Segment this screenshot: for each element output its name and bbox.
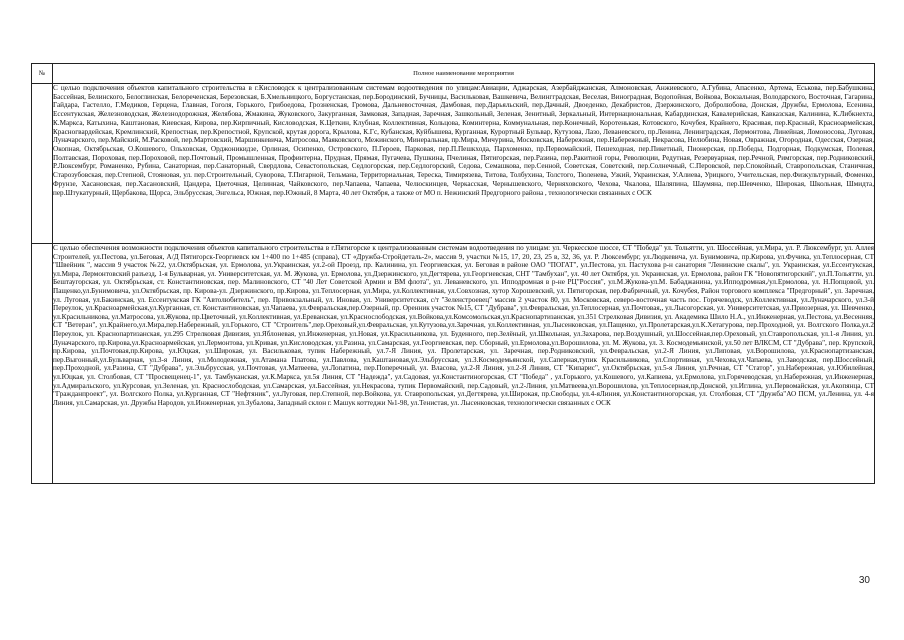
measure-description-kislovodsk: С целью подключения объектов капитального строительства в г.Кисловодск к централизованным системам водоотведения по улицам:Авиации, Аджарская, Азербайджанская, Алмоновская, Анжиевского, А.Губина, Апасенко, Артема, Еськова, пер.Бабушкина, Бассейная, Белинского, Белоглинская, Белореченская, Березовская, Б.Хмельницкого, Боргустанская, пер.Бородинский, Бучницы, Васильковая, Вашкевича, Велингградская, Веселая, Виноградная, Водопойная, Войкова, Вокзальная, Володарского, Восточная, Гагарина, Гайдара, Гастелло, Г.Медиков, Герцена, Главная, Гоголя, Горького, Грибоедова, Грозненская, Громова, Дальневосточная, Дамбовая, пер.Дарьяльский, пер.Дачный, Двоеденко, Декабристов, Дзержинского, Добролюбова, Донская, Дружбы, Ермолова, Есенина, Ессентукская, Железноводская, Железнодорожная, Желябова, Жмакина, Жуковского, Закурганная, Замковая, Западная, Заречная, Зашкольный, Зеленая, Зенитный, Зеркальный, Интернациональная, Кабардинская, Кавалерийская, Кавказская, Калинина, К.Либкнехта, К.Маркса, Катыхина, Каштановая, Киевская, Кирова, пер.Кирпичный, Кисловодская, К.Цеткин, Клубная, Коллективная, Кольцова, Коминтерна, Коммунальная, пер.Конечный, Коротенькая, Котовского, Кочубея, Крайнего, Красивая, пер.Красный, Красноармейская, Красногвардейская, Кремлинский, Крепостная, пер.Крепостной, Крупской, крутая дорога, Крылова, К.Гс, Кубанская, Куйбышева, Курганная, Курортный Бульвар, Кутузова, Лазо, Леваневского, пр.Ленина, Ленинградская, Лермонтова, Линейная, Ломоносова, Луговая, Луначарского, пер.Майский, М.Расковой, пер.Мартовский, Маршинкевича, Матросова, Маяковского, Межинского, Минеральная, пр.Мира, Мичурина, Московская, Набережная, пер.Набережный, Некрасова, Нелюбина, Новая, Овражная, Огородная, Одесская, Озерная, Окопная, Октябрьская, О.Кошевого, Ольховская, Орджоникидзе, Орлиная, Осипенко, Островского, П.Героев, Парковая, пер.П.Пешкхода, Пархоменко, пр.Первомайский, Пешеходная, пер.Пикетный, Пионерская, пр.Победы, Подгорная, Подкумская, Полевая, Полтавская, Пороховая, пер.Пороховой, пер.Почтовый, Промышленная, Профинтерна, Прудная, Прямая, Пугачева, Пушкина, Пчелиная, Пятигорская, пер.Разина, пер.Ракитной горы, Революции, Редутная, Резервуарная, пер.Речной, Римгорская, пер.Родниковский, Р.Люксембург, Романенко, Рубина, Санаторная, пер.Санаторный, Свердлова, Севастопольская, Седлогорская, пер.Седлогорский, Седова, Семашкова, пер.Сенной, Советская, Советский, пер.Солнечный, С.Перовской, пер.Спокойный, Ставропольская, Станичная, Старозубовская, пер.Степной, Стояновая, ул. пер.Строительный, Суворова, Т.Пигарной, Тельмана, Территориальная, Тереска, Тимирязева, Титова, Толбухина, Толстого, Тюленева, Узкий, Украинская, У.Алиева, Урицкого, Учительская, пер.Физкультурный, Фоменко, Фрунзе, Хасановская, пер.Хасановский, Цандера, Цветочная, Целинная, Чайковского, пер.Чапаева, Чапаева, Челюскинцев, Черкасская, Чернышевского, Черняховского, Чехова, Чкалова, Шаляпина, Шаумяна, пер.Шевченко, Широкая, Школьная, Шмидта, пер.Штукатурный, Щербакова, Щорса, Эльбрусская, Энгельса, Южная, пер.Южный, 8 Марта, 40 лет Октября, а также от МО п. Нежинский Предгорного района , технологически связанных с ОСК xyxy=(53,84,875,244)
measures-table xyxy=(31,63,875,484)
table-row xyxy=(32,84,875,244)
row-number-cell xyxy=(32,84,53,244)
measure-description-pyatigorsk: С целью обеспечения возможности подключения объектов капитального строительства в г.Пятигорске к централизованным системам водоотведения по улицам: ул. Черкесское шоссе, СТ "Победа" ул. Тольятти, ул. Шоссейная, ул.Мира, ул. Р. Люксембург, ул. Аллея Строителей, ул.Пестова, ул.Беговая, А/Д Пятигорск-Георгиевск км 1+400 по 1+485 (справа), СТ «Дружба-Стройдеталь-2», массив 9, участки №15, 17, 20, 23, 25 в, 32, 36, ул. Р. Люксембург, ул.Людкевича, ул. Бунимовича, пр.Кирова, ул.Фучика, ул.Теплосерная, СТ "Швейник ", массив 9 участок №22, ул.Октябрьская, ул. Ермолова, ул.Украинская, ул.2-ой Проезд, пр. Калинина, ул. Георгиевская, ул. Беговая в районе ОАО "ПОГАТ", ул.Пестова, ул. Пастухова р-н санатория "Ленинские скалы", ул. Украинская, ул.Ессентукская, ул.Мира, Лермонтовский разъезд, 1-я Бульварная, ул. Университетская, ул. М. Жукова, ул. Ермолова, ул.Дзержинского, ул.Дегтярева, ул.Георгиевская, СНТ "Тамбухан", ул. 40 лет Октября, ул. Украинская, ул. Ермолова, район ГК "Новопятигорский", ул.П.Тольятти, ул. Бештаугорская, ул. Октябрьская, ст. Константиновская, пер. Малиновского, СТ "40 Лет Советской Армии и ВМ флота", ул. Леваневского, ул. Ипподромная в р-не РЦ"Россия", ул.М.Жукова-ул.М. Бабаджанина, ул.Ипподромная,/ул.Ермолова, ул. Н.Попцовой, ул. Пащенко,ул.Бунимовича, ул.Октябрьская, пр. Кирова-ул. Дзержинского, пр.Кирова, ул.Теплосерная, ул.Мира, ул.Коллективная, ул.Совхозная, хутор Хорошевский, ул. Пятигорская, пер.Фабричный, ул. Кочубея, Район торгового комплекса "Предгорный", ул. Заречная, ул. Луговая, ул.Бакинская, ул. Ессентукская ГК "Автолюбитель", пер. Привокзальный, ул. Иновая, ул. Университетская, с/т "Зеленстроевец" массив 2 участок 80, ул. Московская, северо-восточная часть пос. Горячеводск, ул.Коллективная, ул.Луначарского, ул.3-й Переулок, ул.Красноармейская,ул.Курганная, ст. Константиновская, ул.Чапаева, ул.Февральская,пер.Озерный, пр. Оренник участок №15, СТ "Дубрава", ул.Февральская, ул.Теплосерная, ул.Почтовая,, ул.Лысогорская, ул. Университетская, ул.Приозерная, ул. Шевченко, ул.Красильникова, ул.Матросова, ул.Жукова, пр.Цветочный, ул.Коллективная, ул.Ереванская, ул.Краснослободская, ул.Войкова,ул.Комсомольская,ул.Краснопартизанская, ул.351 Стрелковая Дивизия, ул. Академика Шило Н.А., ул.Инженерная, ул.Пестова, ул.Весенняя, СТ "Ветеран", ул.Крайнего,ул.Мира,пер.Набережный, ул.Горького, СТ "Строитель",пер.Ореховый,ул.Февральская, ул.Кутузова,ул.Заречная, ул.Коллективная, ул.Лысенковская, ул.Пащенко, ул.Пролетарская,ул.К.Хетагурова, пер.Проходной, ул. Волгского Полка,ул.2 Переулок, ул. Краснопартизанская, ул.295 Стрелковая Дивизия, ул.Яблоневая, ул.Инженерная, ул.Новая, ул.Красильникова, ул. Буденного, пер.Зелёный, ул.Школьная, ул.Захарова, пер.Воздушный, ул.Шоссейная,пер.Ореховый, ул.Ставропольская, ул.1-я Линия, ул. Луначарского, пр.Кирова,ул.Красноармейская, ул.Лермонтова, ул.Кривая, ул.Кисловодская, ул.Разина, ул.Самарская, ул.Георгиевская, пер. Сборный, ул.Ермолова,ул.Ворошилова, ул. М. Жукова, ул. 3. Космодемьянской, ул.50 лет ВЛКСМ, СТ "Дубрава", пер. Крупской, пр.Кирова, ул.Почтовая,пр.Кирова, ул.Юцкая, ул.Широкая, ул. Васильковая, тупик Набережный, ул.7-Я Линия, ул. Пролетарская, ул. Заречная, пер.Родниковский, ул.Февральская, ул.2-Я Линия, ул.Липовая, ул.Ворошилова, ул.Краснопартизанская, пер.Выгонный,ул.Бульварная, ул.3-я Линия, ул.Молодежная, ул.Атамана Платова, ул.Павлова, ул.Каштановая,ул.Эльбрусская, ул.З.Космодемьянской, ул.Саперная,тупик Красильникова, ул.Спортивная, ул.Чехова,ул.Чапаева, ул.Заводская, пер.Шоссейный, пер.Проходной, ул.Разина, СТ "Дубрава", ул.Эльбрусская, ул.Почтовая, ул.Матвеева, ул.Лопатина, пер.Поперечный, ул. Власова, ул.2-Я Линия, ул.2-Я Линия, СТ "Кипарис", ул.Октябрьская, ул.5-я Линия, ул.Речная, СТ "Статор", ул.Набережная, ул.Юбилейная, ул.Юцкая, ул. Столбовая, СТ "Просвещенец-1", ул. Тамбуканская, ул.К.Маркса, ул.5я Линия, СТ "Надежда", ул.Садовая, ул.Константиногорская, СТ "Победа" , ул.Горького, ул.Кошевого, ул.Капиева, ул.Ермолова, ул.Горячеводская, ул.Набережная, ул.Инженерная, ул.Адмиральского, ул.Курсовая, ул.Зеленая, ул. Краснослободская, ул.Самарская, ул.Бассейная, ул.Некрасова, тупик Первомайский, пер.Садовый, ул.2-Линия, ул.Матвеева,ул.Ворошилова, ул.Теплосерная,пр.Донской, ул.Иглина, ул.Первомайская, ул.Акопянца, СТ "Гражданпроект", ул. Волгского Полка, ул.Курганная, СТ "Нефтяник", ул.Луговая, пер.Степной, пер.Войкова, ул. Ставропольская, ул.Дегтярева, ул.Широкая, пр.Свободы, ул.4-яЛиния, ул.Константиногорская, ул. Столбовая, СТ "Дружба"АО ПСМ, ул.Ленина, ул. 4-я Линия, ул.Самарская, ул. Дружбы Народов, ул.Инженерная, ул.Зубалова, Западный склон г. Машук коттеджи №1-98, ул.Тенистая, ул. Лысенковская, технологически связанных с ОСК xyxy=(53,244,875,484)
header-number: № xyxy=(32,64,53,84)
table-row xyxy=(32,244,875,484)
table-header-row xyxy=(32,64,875,84)
header-measure-name: Полное наименование мероприятия xyxy=(53,64,875,84)
row-number-cell xyxy=(32,244,53,484)
page-number: 30 xyxy=(858,575,870,586)
